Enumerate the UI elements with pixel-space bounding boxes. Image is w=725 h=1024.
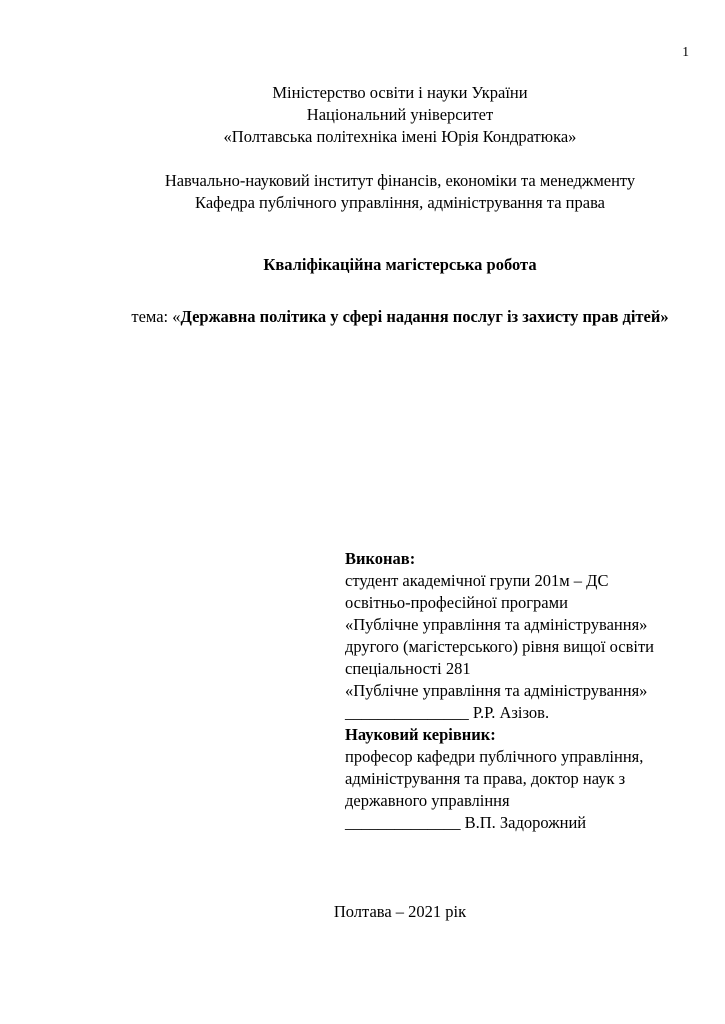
executor-line: освітньо-професійної програми [345,593,568,612]
supervisor-signature-line: ______________ В.П. Задорожний [345,813,587,832]
university-line: Національний університет [306,105,494,124]
executor-line: студент академічної групи 201м – ДС [345,571,609,590]
city-year-line: Полтава – 2021 рік [333,902,467,921]
department-line: Кафедра публічного управління, адміністрування та права [195,193,605,212]
executor-signature-line: _______________ Р.Р. Азізов. [345,703,550,722]
executor-label: Виконав: [345,549,416,568]
executor-line: спеціальності 281 [345,659,471,678]
executor-line: «Публічне управління та адміністрування» [345,615,648,634]
executor-block [345,548,685,834]
supervisor-line: адміністрування та права, доктор наук з [345,769,626,788]
topic-title: Державна політика у сфері надання послуг із захисту прав дітей [180,307,661,326]
page-number: 1 [682,44,689,59]
header-block [100,82,700,214]
topic-prefix: тема: « [131,307,181,326]
executor-line: «Публічне управління та адміністрування» [345,681,648,700]
work-type-title: Кваліфікаційна магістерська робота [263,255,537,274]
ministry-line: Міністерство освіти і науки України [272,83,528,102]
header-spacer [100,148,700,170]
topic-line [100,307,700,327]
supervisor-line: державного управління [345,791,510,810]
institute-line: Навчально-науковий інститут фінансів, економіки та менеджменту [164,171,636,190]
university-name-line: «Полтавська політехніка імені Юрія Кондратюка» [223,127,577,146]
executor-line: другого (магістерського) рівня вищої освіти [345,637,654,656]
topic-suffix: » [660,307,669,326]
supervisor-line: професор кафедри публічного управління, [345,747,644,766]
supervisor-label: Науковий керівник: [345,725,496,744]
